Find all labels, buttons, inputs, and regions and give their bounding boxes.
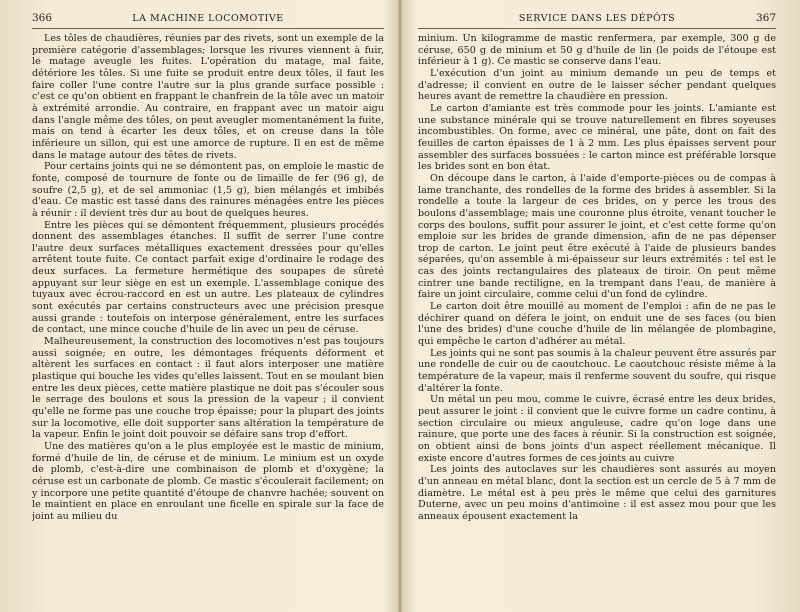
paragraph: Pour certains joints qui ne se démontent pas, on emploie le mastic de fonte, composé de tournure de fonte ou de limaille de fer (96 g), de soufre (2,5 g), et de sel ammoniac (1,5 g), bien mélangés et imbibés d'eau. Ce mastic est tassé dans des rainures ménagées entre les pièces à réunir : il devient très dur au bout de quelques heures. — [32, 161, 384, 219]
right-page-body — [418, 33, 776, 523]
paragraph: Le carton d'amiante est très commode pour les joints. L'amiante est une substance minérale qui se trouve naturellement en fibres soyeuses incombustibles. On forme, avec ce minéral, une pâte, dont on fait des feuilles de carton épaisses de 1 à 2 mm. Les plus épaisses servent pour assembler des surfaces bossuées : le carton mince est préférable lorsque les brides sont en bon état. — [418, 102, 776, 173]
paragraph: minium. Un kilogramme de mastic renfermera, par exemple, 300 g de céruse, 650 g de minium et 50 g d'huile de lin (le poids de l'étoupe est inférieur à 1 g). Ce mastic se conserve dans l'eau. — [418, 33, 776, 68]
paragraph: Un métal un peu mou, comme le cuivre, écrasé entre les deux brides, peut assurer le joint : il convient que le cuivre forme un cadre continu, à section circulaire ou mieux anguleuse, cadre qu'on loge dans une rainure, que porte une des faces à réunir. Si la construction est soignée, on obtient ainsi de bons joints d'un aspect réellement mécanique. Il existe encore d'autres formes de ces joints au cuivre — [418, 394, 776, 464]
paragraph: L'exécution d'un joint au minium demande un peu de temps et d'adresse; il convient en outre de le laisser sécher pendant quelques heures avant de remettre la chaudière en pression. — [418, 67, 776, 103]
left-page-number: 366 — [32, 12, 53, 24]
left-running-title: LA MACHINE LOCOMOTIVE — [132, 13, 284, 24]
paragraph: Le carton doit être mouillé au moment de l'emploi : afin de ne pas le déchirer quand on défera le joint, on enduit une de ses faces (ou bien l'une des brides) d'une couche d'huile de lin mélangée de plombagine, qui empêche le carton d'adhérer au métal. — [418, 301, 776, 348]
paragraph: Une des matières qu'on a le plus employée est le mastic de minium, formé d'huile de lin, de céruse et de minium. Le minium est un oxyde de plomb, c'est-à-dire une combinaison de plomb et d'oxygène; la céruse est un carbonate de plomb. Ce mastic s'écoulerait facilement; on y incorpore une petite quantité d'étoupe de chanvre hachée; souvent on le maintient en place en enroulant une ficelle en spirale sur la face de joint au milieu du — [32, 440, 384, 522]
book-gutter — [398, 0, 402, 612]
paragraph: Malheureusement, la construction des locomotives n'est pas toujours aussi soignée; en outre, les démontages fréquents déforment et altèrent les surfaces en contact : il faut alors interposer une matière plastique qui bouche les vides qu'elles laissent. Tout en se moulant bien entre les deux pièces, cette matière plastique ne doit pas s'écouler sous le serrage des boulons et sous la pression de la vapeur ; il convient qu'elle ne forme pas une couche trop épaisse; pour la plupart des joints sur la locomotive, elle doit supporter sans altération la température de la vapeur. Enfin le joint doit pouvoir se défaire sans trop d'effort. — [32, 336, 384, 441]
paragraph: Entre les pièces qui se démontent fréquemment, plusieurs procédés donnent des assemblages étanches. Il suffit de serrer l'une contre l'autre deux surfaces métalliques exactement dressées pour qu'elles arrêtent toute fuite. Ce contact parfait exige d'ordinaire le rodage des deux surfaces. La fermeture hermétique des soupapes de sûreté appuyant sur leur siège en est un exemple. L'assemblage conique des tuyaux avec écrou-raccord en est un autre. Les plateaux de cylindres sont exécutés par certains constructeurs avec une précision presque aussi grande : toutefois on interpose généralement, entre les surfaces de contact, une mince couche d'huile de lin avec un peu de céruse. — [32, 219, 384, 336]
right-running-title: SERVICE DANS LES DÉPÔTS — [518, 13, 676, 24]
paragraph: Les tôles de chaudières, réunies par des rivets, sont un exemple de la première catégorie d'assemblages; lorsque les rivures viennent à fuir, le matage aveugle les fuites. L'opération du matage, mal faite, détériore les tôles. Si une fuite se produit entre deux tôles, il faut les faire coller l'une contre l'autre sur la plus grande surface possible : c'est ce qu'on obtient en frappant le chanfrein de la tôle avec un matoir à extrémité arrondie. Au contraire, en frappant avec un matoir aigu dans l'angle même des tôles, on peut aveugler momentanément la fuite, mais on tend à écarter les deux tôles, et on creuse dans la tôle inférieure un sillon, qui est une amorce de rupture. Il en est de même dans le matage autour des têtes de rivets. — [32, 33, 384, 161]
right-page — [418, 12, 776, 604]
paragraph: Les joints qui ne sont pas soumis à la chaleur peuvent être assurés par une rondelle de cuir ou de caoutchouc. Le caoutchouc résiste même à la température de la vapeur, mais il renferme souvent du soufre, qui risque d'altérer la fonte. — [418, 347, 776, 394]
paragraph: Les joints des autoclaves sur les chaudières sont assurés au moyen d'un anneau en métal blanc, dont la section est un cercle de 5 à 7 mm de diamètre. Le métal est à peu près le même que celui des garnitures Duterne, avec un peu moins d'antimoine : il est assez mou pour que les anneaux épousent exactement la — [418, 464, 776, 522]
left-page-body — [32, 33, 384, 523]
left-page-header — [32, 12, 384, 29]
paragraph: On découpe dans le carton, à l'aide d'emporte-pièces ou de compas à lame tranchante, des rondelles de la forme des brides à assembler. Si la rondelle a toute la largeur de ces brides, on y perce les trous des boulons d'assemblage; mais une couronne plus étroite, venant toucher le corps des boulons, suffit pour assurer le joint, et c'est cette forme qu'on emploie sur les brides de grande dimension, afin de ne pas dépenser trop de carton. Le joint peut être exécuté à l'aide de plusieurs bandes séparées, qu'on assemble à mi-épaisseur sur leurs extrémités : tel est le cas des joints rectangulaires des plateaux de tiroir. On peut même cintrer une bande rectiligne, en la trempant dans l'eau, de manière à faire un joint circulaire, comme celui d'un fond de cylindre. — [418, 172, 776, 301]
left-page — [32, 12, 384, 604]
right-page-number: 367 — [755, 12, 776, 24]
right-page-header — [418, 12, 776, 29]
